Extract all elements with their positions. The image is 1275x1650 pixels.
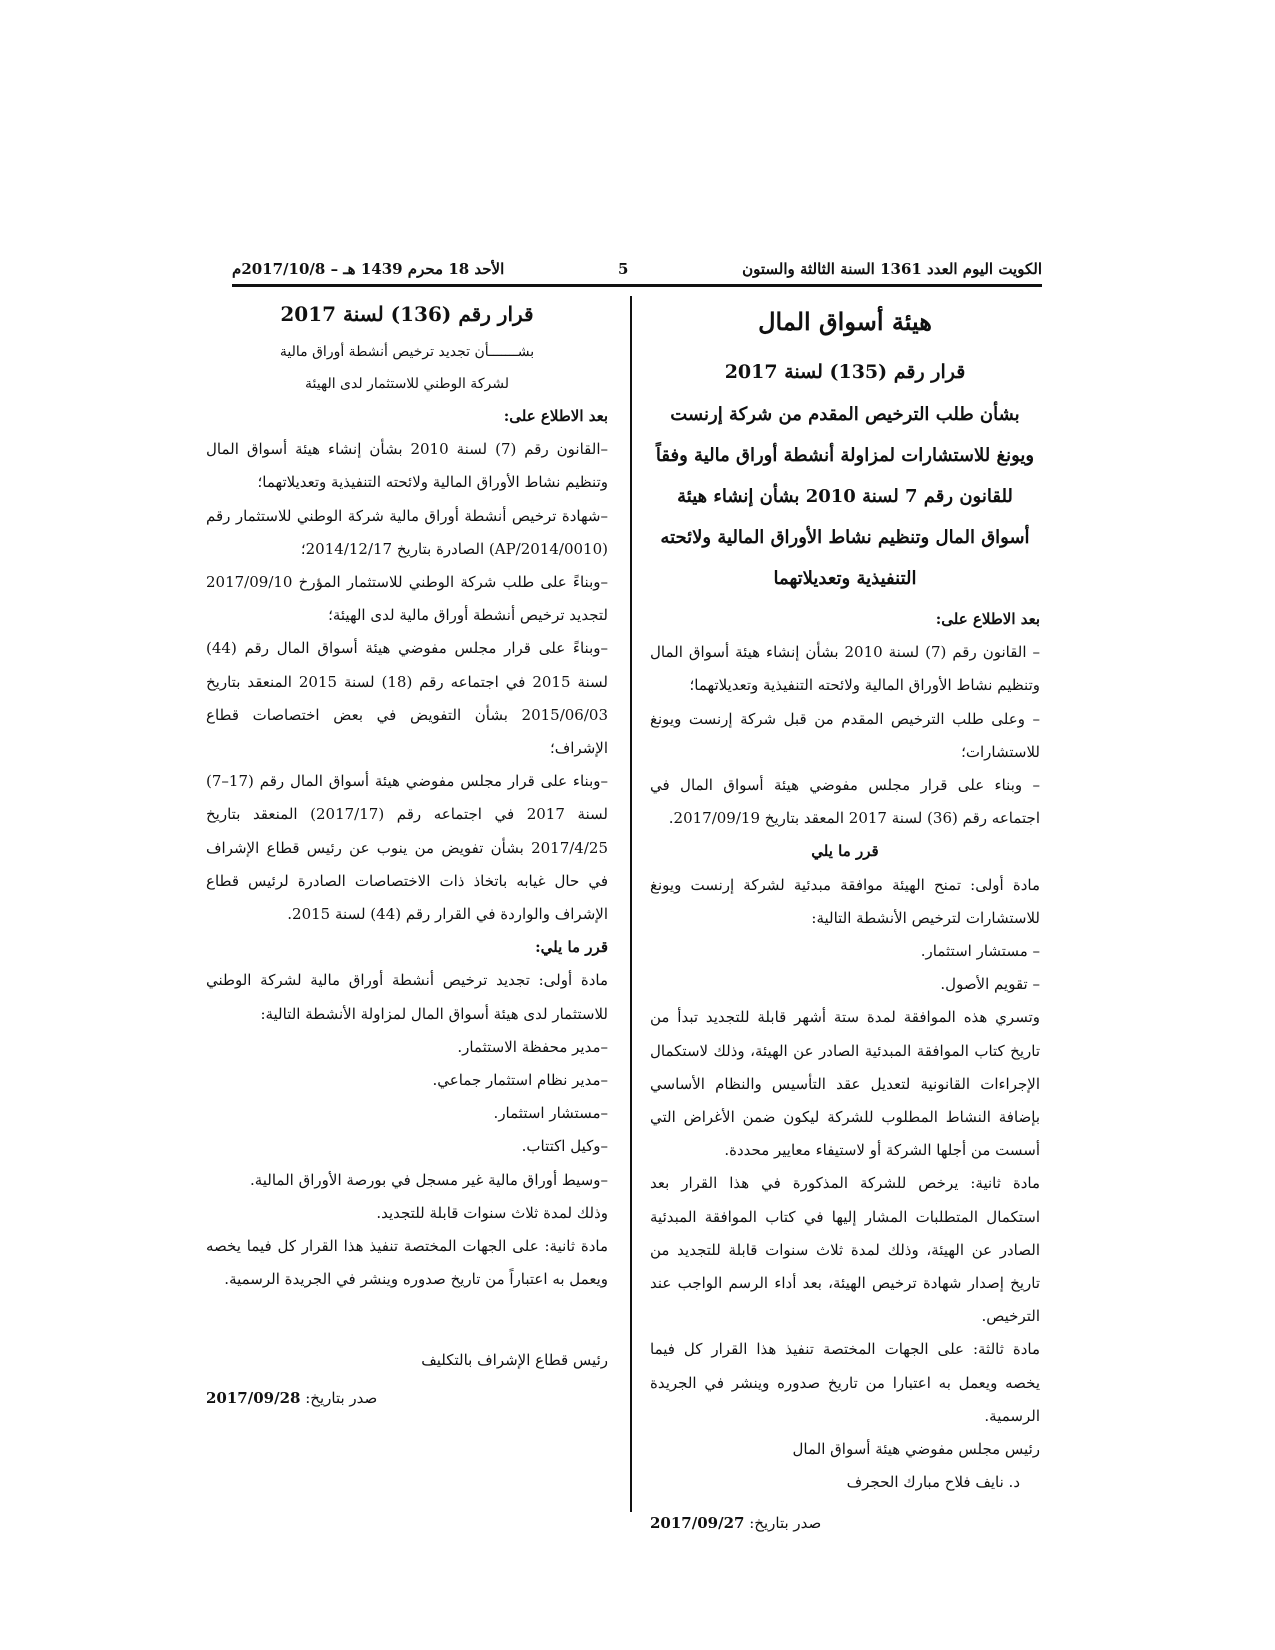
preamble-item: –شهادة ترخيص أنشطة أوراق مالية شركة الوطني للاستثمار رقم (AP/2014/0010) الصادرة بتاريخ 2014/12/17؛ bbox=[206, 506, 608, 558]
activity-item: –وكيل اكتتاب. bbox=[521, 1137, 608, 1156]
activity-item: –وسيط أوراق مالية غير مسجل في بورصة الأوراق المالية. bbox=[249, 1170, 608, 1189]
decision-136-column bbox=[206, 296, 608, 1415]
decision-136-subject-line1: بشـــــــأن تجديد ترخيص أنشطة أوراق مالية bbox=[279, 344, 535, 360]
article-2: مادة ثانية: يرخص للشركة المذكورة في هذا القرار بعد استكمال المتطلبات المشار إليها في كتاب الموافقة المبدئية الصادر عن الهيئة، وذلك لمدة ثلاث سنوات قابلة للتجديد من تاريخ إصدار شهادة ترخيص الهيئة، بعد أداء الرسم الواجب عند الترخيص. bbox=[650, 1174, 1040, 1326]
preamble-item: –وبناءً على قرار مجلس مفوضي هيئة أسواق المال رقم (44) لسنة 2015 في اجتماعه رقم (18) لسنة 2015 المنعقد بتاريخ 2015/06/03 بشأن التفويض في بعض اختصاصات قطاع الإشراف؛ bbox=[206, 639, 608, 758]
signatory-title: رئيس مجلس مفوضي هيئة أسواق المال bbox=[792, 1440, 1040, 1459]
duration-clause: وذلك لمدة ثلاث سنوات قابلة للتجديد. bbox=[376, 1203, 608, 1222]
decision-136-title: قرار رقم (136) لسنة 2017 bbox=[280, 302, 534, 326]
activity-item: – تقويم الأصول. bbox=[940, 975, 1040, 994]
page-number: 5 bbox=[617, 260, 629, 278]
header-date: الأحد 18 محرم 1439 هـ – 2017/10/8م bbox=[232, 260, 505, 278]
article-3: مادة ثالثة: على الجهات المختصة تنفيذ هذا القرار كل فيما يخصه ويعمل به اعتبارا من تاريخ صدوره وينشر في الجريدة الرسمية. bbox=[650, 1340, 1040, 1425]
preamble-item: –وبناء على قرار مجلس مفوضي هيئة أسواق المال رقم (17–7) لسنة 2017 في اجتماعه رقم (2017/17) المنعقد بتاريخ 2017/4/25 بشأن تفويض من ينوب عن رئيس قطاع الإشراف في حال غيابه باتخاذ ذات الاختصاصات الصادرة لرئيس قطاع الإشراف والواردة في القرار رقم (44) لسنة 2015. bbox=[206, 772, 608, 924]
column-divider bbox=[630, 296, 632, 1512]
activity-item: –مستشار استثمار. bbox=[493, 1104, 608, 1123]
issued-label: صدر بتاريخ: bbox=[749, 1514, 822, 1533]
preamble-item: – وعلى طلب الترخيص المقدم من قبل شركة إرنست ويونغ للاستشارات؛ bbox=[650, 709, 1040, 761]
activity-item: –مدير محفظة الاستثمار. bbox=[457, 1037, 608, 1056]
header-issue-info: الكويت اليوم العدد 1361 السنة الثالثة والستون bbox=[742, 260, 1042, 278]
preamble-heading: بعد الاطلاع على: bbox=[935, 610, 1040, 628]
decided-heading: قرر ما يلي bbox=[811, 842, 879, 861]
issued-date: 2017/09/27 bbox=[650, 1514, 745, 1533]
preamble-item: – وبناء على قرار مجلس مفوضي هيئة أسواق المال في اجتماعه رقم (36) لسنة 2017 المعقد بتاريخ 2017/09/19. bbox=[650, 776, 1040, 828]
decision-135-column bbox=[650, 298, 1040, 1541]
decision-136-subject-line2: لشركة الوطني للاستثمار لدى الهيئة bbox=[305, 376, 509, 392]
preamble-item: – القانون رقم (7) لسنة 2010 بشأن إنشاء هيئة أسواق المال وتنظيم نشاط الأوراق المالية ولائحته التنفيذية وتعديلاتهما؛ bbox=[650, 643, 1040, 695]
activity-item: – مستشار استثمار. bbox=[920, 942, 1040, 961]
article-1: مادة أولى: تمنح الهيئة موافقة مبدئية لشركة إرنست ويونغ للاستشارات لترخيص الأنشطة التالية: bbox=[650, 875, 1040, 927]
page-header bbox=[232, 252, 1042, 287]
validity-clause: وتسري هذه الموافقة لمدة ستة أشهر قابلة للتجديد تبدأ من تاريخ كتاب الموافقة المبدئية الصادر عن الهيئة، وذلك لاستكمال الإجراءات القانونية لتعديل عقد التأسيس والنظام الأساسي بإضافة النشاط المطلوب للشركة ليكون ضمن الأغراض التي أسست من أجلها الشركة أو لاستيفاء معايير محددة. bbox=[650, 1008, 1040, 1160]
decided-heading: قرر ما يلي: bbox=[535, 938, 608, 957]
decision-135-title: قرار رقم (135) لسنة 2017 bbox=[724, 361, 966, 383]
article-2: مادة ثانية: على الجهات المختصة تنفيذ هذا القرار كل فيما يخصه ويعمل به اعتباراً من تاريخ صدوره وينشر في الجريدة الرسمية. bbox=[206, 1237, 608, 1289]
issued-date-line bbox=[650, 1507, 1040, 1540]
article-1: مادة أولى: تجديد ترخيص أنشطة أوراق مالية لشركة الوطني للاستثمار لدى هيئة أسواق المال لمزاولة الأنشطة التالية: bbox=[206, 971, 608, 1023]
issued-date: 2017/09/28 bbox=[206, 1388, 301, 1407]
preamble-item: –وبناءً على طلب شركة الوطني للاستثمار المؤرخ 2017/09/10 لتجديد ترخيص أنشطة أوراق مالية لدى الهيئة؛ bbox=[206, 573, 608, 625]
decision-135-subject: بشأن طلب الترخيص المقدم من شركة إرنست ويونغ للاستشارات لمزاولة أنشطة أوراق مالية وفقاً للقانون رقم 7 لسنة 2010 بشأن إنشاء هيئة أسواق المال وتنظيم نشاط الأوراق المالية ولائحته التنفيذية وتعديلاتهما bbox=[655, 404, 1035, 589]
activity-item: –مدير نظام استثمار جماعي. bbox=[432, 1071, 608, 1090]
preamble-heading: بعد الاطلاع على: bbox=[503, 407, 608, 425]
issued-label: صدر بتاريخ: bbox=[305, 1388, 378, 1407]
issued-date-line bbox=[206, 1382, 608, 1415]
preamble-item: –القانون رقم (7) لسنة 2010 بشأن إنشاء هيئة أسواق المال وتنظيم نشاط الأوراق المالية ولائحته التنفيذية وتعديلاتهما؛ bbox=[206, 440, 608, 492]
signatory-title: رئيس قطاع الإشراف بالتكليف bbox=[421, 1351, 608, 1370]
signatory-name: د. نايف فلاح مبارك الحجرف bbox=[846, 1473, 1020, 1492]
authority-title: هيئة أسواق المال bbox=[758, 307, 932, 336]
